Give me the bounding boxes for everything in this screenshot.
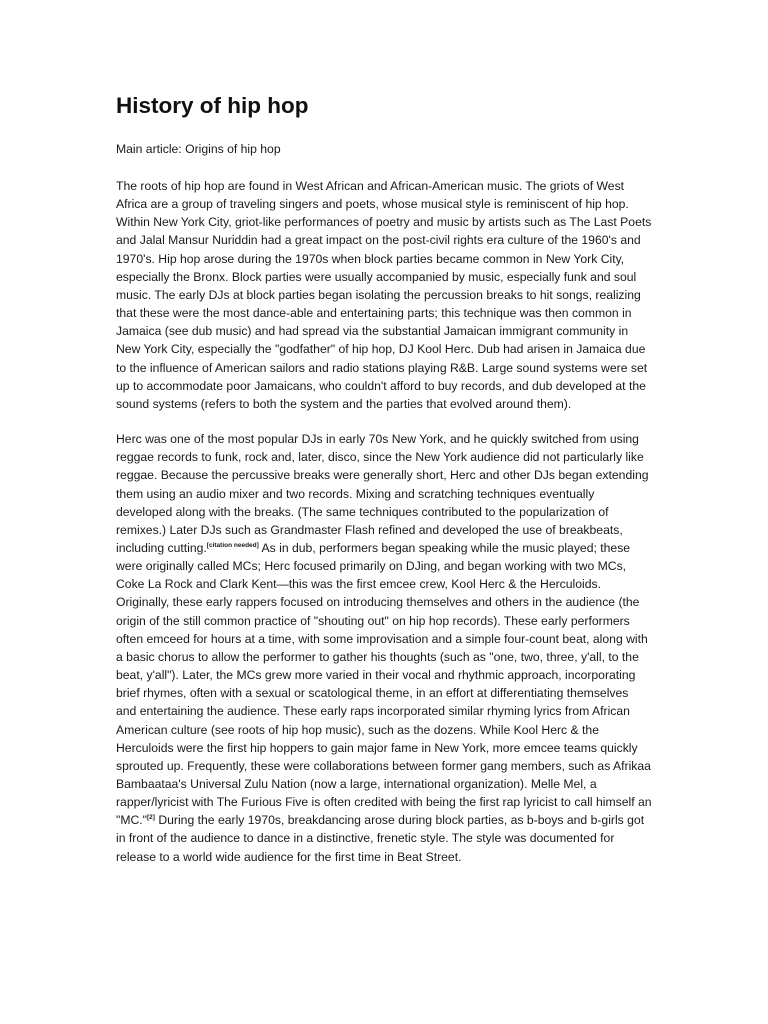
page-title: History of hip hop (116, 93, 309, 118)
paragraph-text: Herc was one of the most popular DJs in early 70s New York, and he quickly switched from using reggae records to funk, rock and, later, disco, since the New York audience did not particularly like reggae. Because the percussive breaks were generally short, Herc and other DJs began extending them using an audio mixer and two records. Mixing and scratching techniques eventually developed along with the breaks. (The same techniques contributed to the popularization of remixes.) Later DJs such as Grandmaster Flash refined and developed the use of breakbeats, including cutting. (116, 432, 649, 555)
paragraph-text: As in dub, performers began speaking while the music played; these were originally called MCs; Herc focused primarily on DJing, and began working with two MCs, Coke La Rock and Clark Kent—this was the first emcee crew, Kool Herc & the Herculoids. Originally, these early rappers focused on introducing themselves and others in the audience (the origin of the still common practice of "shouting out" on hip hop records). These early performers often emceed for hours at a time, with some improvisation and a simple four-count beat, along with a basic chorus to allow the performer to gather his thoughts (such as "one, two, three, y'all, to the beat, y'all"). Later, the MCs grew more varied in their vocal and rhythmic approach, incorporating brief rhymes, often with a sexual or scatological theme, in an effort at differentiating themselves and entertaining the audience. These early raps incorporated similar rhyming lyrics from African American culture (see roots of hip hop music), such as the dozens. While Kool Herc & the Herculoids were the first hip hoppers to gain major fame in New York, more emcee teams quickly sprouted up. Frequently, these were collaborations between former gang members, such as Afrikaa Bambaataa's Universal Zulu Nation (now a large, international organization). Melle Mel, a rapper/lyricist with The Furious Five is often credited with being the first rap lyricist to call himself an "MC." (116, 540, 652, 828)
footnote-reference: [2] (147, 814, 155, 822)
paragraph-roots-of-hip-hop: The roots of hip hop are found in West African and African-American music. The griots of West Africa are a group of traveling singers and poets, whose musical style is reminiscent of hip hop. Within New York City, griot-like performances of poetry and music by artists such as The Last Poets and Jalal Mansur Nuriddin had a great impact on the post-civil rights era culture of the 1960's and 1970's. Hip hop arose during the 1970s when block parties became common in New York City, especially the Bronx. Block parties were usually accompanied by music, especially funk and soul music. The early DJs at block parties began isolating the percussion breaks to hit songs, realizing that these were the most dance-able and entertaining parts; this technique was then common in Jamaica (see dub music) and had spread via the substantial Jamaican immigrant community in New York City, especially the "godfather" of hip hop, DJ Kool Herc. Dub had arisen in Jamaica due to the influence of American sailors and radio stations playing R&B. Large sound systems were set up to accommodate poor Jamaicans, who couldn't afford to buy records, and dub developed at the sound systems (refers to both the system and the parties that evolved around them). (116, 179, 652, 411)
document-page (116, 92, 652, 866)
main-article-note: Main article: Origins of hip hop (116, 142, 281, 156)
paragraph-text: During the early 1970s, breakdancing arose during block parties, as b-boys and b-girls got in front of the audience to dance in a distinctive, frenetic style. The style was documented for release to a world wide audience for the first time in Beat Street. (116, 813, 645, 864)
paragraph-herc-and-djs (116, 430, 652, 866)
citation-needed-tag: [citation needed] (206, 541, 259, 549)
